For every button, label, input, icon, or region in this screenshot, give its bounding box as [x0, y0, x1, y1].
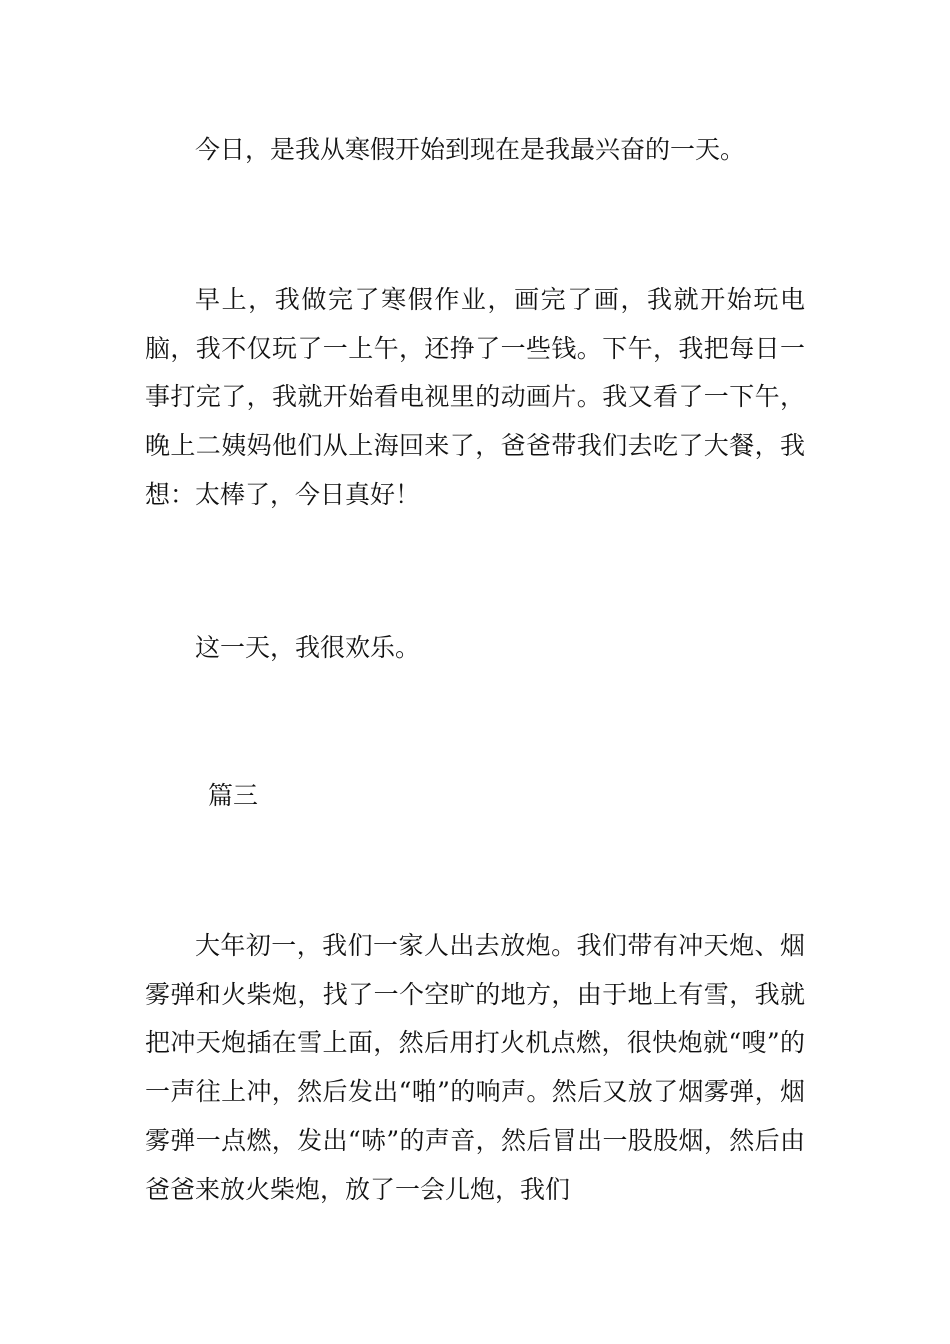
- paragraph-morning: 早上，我做完了寒假作业，画完了画，我就开始玩电脑，我不仅玩了一上午，还挣了一些钱。下午，我把每日一事打完了，我就开始看电视里的动画片。我又看了一下午，晚上二姨妈他们从上海回来了，爸爸带我们去吃了大餐，我想：太棒了，今日真好！: [145, 285, 805, 509]
- paragraph-conclusion: 这一天，我很欢乐。: [195, 633, 421, 662]
- section-heading: 篇三: [208, 781, 259, 810]
- paragraph-new-year: 大年初一，我们一家人出去放炮。我们带有冲天炮、烟雾弹和火柴炮，找了一个空旷的地方，由于地上有雪，我就把冲天炮插在雪上面，然后用打火机点燃，很快炮就“嗖”的一声往上冲，然后发出“啪”的响声。然后又放了烟雾弹，烟雾弹一点燃，发出“哧”的声音，然后冒出一股股烟，然后由爸爸来放火柴炮，放了一会儿炮，我们: [145, 931, 805, 1204]
- paragraph-intro: 今日，是我从寒假开始到现在是我最兴奋的一天。: [195, 135, 746, 164]
